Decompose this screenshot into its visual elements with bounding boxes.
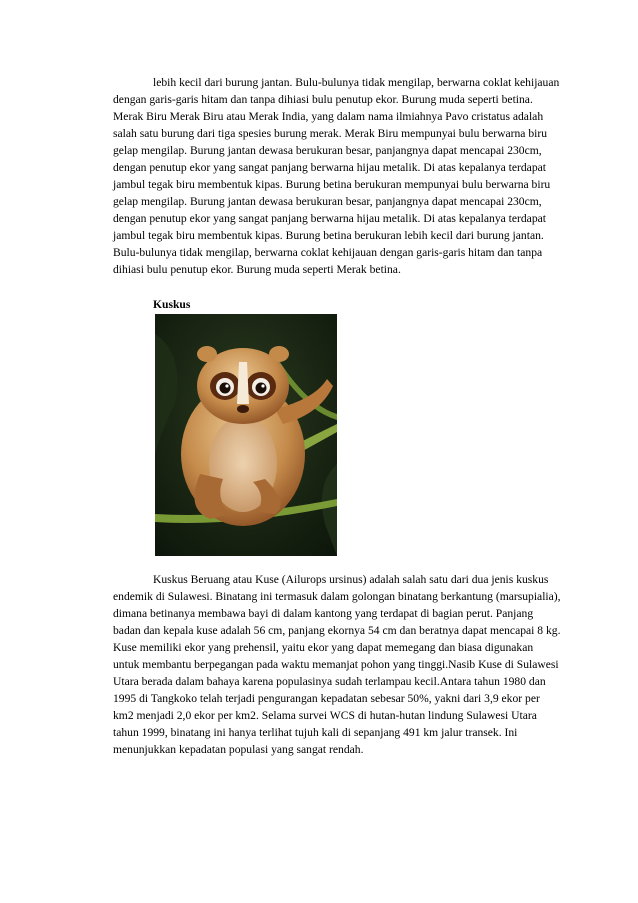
kuskus-illustration bbox=[155, 314, 337, 556]
kuskus-photo bbox=[155, 314, 337, 556]
paragraph-kuskus: Kuskus Beruang atau Kuse (Ailurops ursinus) adalah salah satu dari dua jenis kuskus endemik di Sulawesi. Binatang ini termasuk dalam golongan binatang berkantung (marsupialia), dimana betinanya membawa bayi di dalam kantong yang terdapat di bagian perut. Panjang badan dan kepala kuse adalah 56 cm, panjang ekornya 54 cm dan beratnya dapat mencapai 8 kg. Kuse memiliki ekor yang prehensil, yaitu ekor yang dapat memegang dan biasa digunakan untuk membantu berpegangan pada waktu memanjat pohon yang tinggi.Nasib Kuse di Sulawesi Utara berada dalam bahaya karena populasinya sudah terlampau kecil.Antara tahun 1980 dan 1995 di Tangkoko telah terjadi pengurangan kepadatan sebesar 50%, yakni dari 3,9 ekor per km2 menjadi 2,0 ekor per km2. Selama survei WCS di hutan-hutan lindung Sulawesi Utara tahun 1999, binatang ini hanya terlihat tujuh kali di sepanjang 491 km jalur transek. Ini menunjukkan kepadatan populasi yang sangat rendah. bbox=[113, 573, 561, 756]
top-text-block bbox=[113, 74, 561, 278]
paragraph-merak-biru: Merak Biru Merak Biru atau Merak India, yang dalam nama ilmiahnya Pavo cristatus adalah salah satu burung dari tiga spesies burung merak. Merak Biru mempunyai bulu berwarna biru gelap mengilap. Burung jantan dewasa berukuran besar, panjangnya dapat mencapai 230cm, dengan penutup ekor yang sangat panjang berwarna hijau metalik. Di atas kepalanya terdapat jambul tegak biru membentuk kipas. Burung betina berukuran mempunyai bulu berwarna biru gelap mengilap. Burung jantan dewasa berukuran besar, panjangnya dapat mencapai 230cm, dengan penutup ekor yang sangat panjang berwarna hijau metalik. Di atas kepalanya terdapat jambul tegak biru membentuk kipas. Burung betina berukuran lebih kecil dari burung jantan. Bulu-bulunya tidak mengilap, berwarna coklat kehijauan dengan garis-garis hitam dan tanpa dihiasi bulu penutup ekor. Burung muda seperti Merak betina. bbox=[113, 110, 551, 276]
section-heading: Kuskus bbox=[153, 298, 191, 311]
kuskus-text-block bbox=[113, 571, 561, 758]
paragraph-continued: lebih kecil dari burung jantan. Bulu-bulunya tidak mengilap, berwarna coklat kehijauan dengan garis-garis hitam dan tanpa dihiasi bulu penutup ekor. Burung muda seperti betina. bbox=[113, 76, 560, 106]
